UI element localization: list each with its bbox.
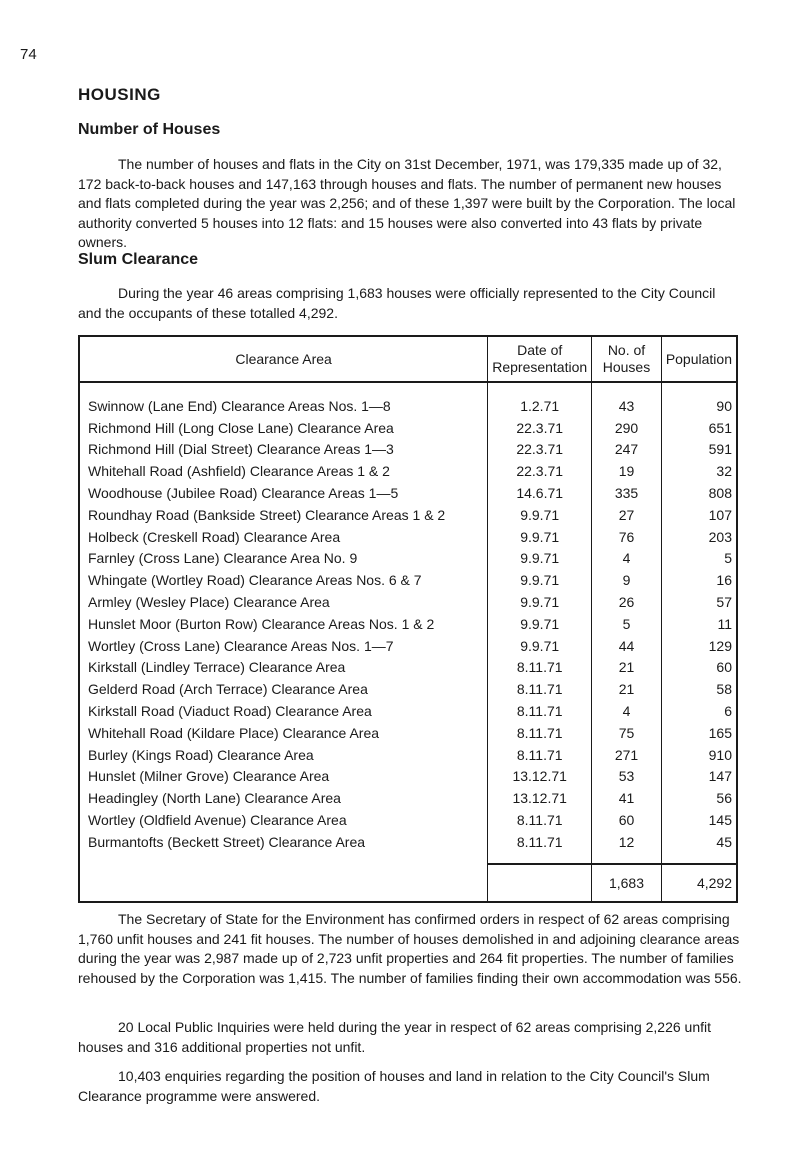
cell-date: 14.6.71 xyxy=(488,482,592,504)
table-row xyxy=(79,766,737,788)
cell-clearance-area: Richmond Hill (Long Close Lane) Clearance Area xyxy=(88,419,394,436)
cell-clearance-area: Wortley (Oldfield Avenue) Clearance Area xyxy=(88,812,347,829)
table-row xyxy=(79,787,737,809)
clearance-areas-table xyxy=(78,335,738,903)
cell-houses: 335 xyxy=(592,482,662,504)
cell-clearance-area: Richmond Hill (Dial Street) Clearance Areas 1—3 xyxy=(88,441,394,458)
cell-population: 165 xyxy=(661,722,737,744)
section-title-slum-clearance: Slum Clearance xyxy=(78,251,199,268)
table-header-row xyxy=(79,336,737,382)
public-inquiries-paragraph: 20 Local Public Inquiries were held during the year in respect of 62 areas comprising 2,226 unfit houses and 316 additional properties not unfit. xyxy=(78,1019,712,1055)
slum-clearance-paragraph: During the year 46 areas comprising 1,683 houses were officially represented to the City Council and the occupants of these totalled 4,292. xyxy=(78,285,716,321)
cell-population: 6 xyxy=(661,700,737,722)
cell-clearance-area: Headingley (North Lane) Clearance Area xyxy=(88,790,341,807)
cell-houses: 27 xyxy=(592,504,662,526)
cell-clearance-area: Burley (Kings Road) Clearance Area xyxy=(88,746,314,763)
cell-date: 8.11.71 xyxy=(488,722,592,744)
cell-clearance-area: Burmantofts (Beckett Street) Clearance Area xyxy=(88,833,366,850)
cell-houses: 5 xyxy=(592,613,662,635)
table-row xyxy=(79,548,737,570)
cell-population: 57 xyxy=(661,591,737,613)
cell-population: 107 xyxy=(661,504,737,526)
table-row xyxy=(79,700,737,722)
cell-clearance-area: Kirkstall Road (Viaduct Road) Clearance Area xyxy=(88,703,372,720)
totals-date-blank xyxy=(488,864,592,902)
cell-clearance-area: Swinnow (Lane End) Clearance Areas Nos. 1—8 xyxy=(88,397,391,414)
cell-houses: 41 xyxy=(592,787,662,809)
cell-clearance-area: Armley (Wesley Place) Clearance Area xyxy=(88,594,330,611)
cell-houses: 9 xyxy=(592,569,662,591)
cell-population: 808 xyxy=(661,482,737,504)
cell-date: 22.3.71 xyxy=(488,460,592,482)
cell-population: 203 xyxy=(661,526,737,548)
cell-date: 22.3.71 xyxy=(488,439,592,461)
table-row xyxy=(79,809,737,831)
cell-clearance-area: Roundhay Road (Bankside Street) Clearance Areas 1 & 2 xyxy=(88,506,446,523)
confirmed-orders-paragraph: The Secretary of State for the Environment has confirmed orders in respect of 62 areas comprising 1,760 unfit houses and 241 fit houses. The number of houses demolished in and adjoining clearance areas during the year was 2,987 made up of 2,723 unfit properties and 264 fit properties. The number of families rehoused by the Corporation was 1,415. The number of families finding their own accommodation was 556. xyxy=(78,911,742,986)
cell-date: 9.9.71 xyxy=(488,591,592,613)
cell-population: 129 xyxy=(661,635,737,657)
table-row xyxy=(79,744,737,766)
table-row xyxy=(79,482,737,504)
cell-date: 8.11.71 xyxy=(488,657,592,679)
cell-houses: 271 xyxy=(592,744,662,766)
cell-date: 9.9.71 xyxy=(488,504,592,526)
cell-date: 8.11.71 xyxy=(488,678,592,700)
cell-houses: 76 xyxy=(592,526,662,548)
cell-date: 9.9.71 xyxy=(488,548,592,570)
cell-population: 56 xyxy=(661,787,737,809)
number-of-houses-paragraph: The number of houses and flats in the City on 31st December, 1971, was 179,335 made up of 32, 172 back-to-back houses and 147,163 through houses and flats. The number of permanent new houses and flats completed during the year was 2,256; and of these 1,397 were built by the Corporation. The local authority converted 5 houses into 12 flats: and 15 houses were also converted into 43 flats by private owners. xyxy=(78,156,736,250)
cell-houses: 75 xyxy=(592,722,662,744)
header-clearance-area: Clearance Area xyxy=(79,336,488,382)
cell-population: 910 xyxy=(661,744,737,766)
table-row xyxy=(79,678,737,700)
cell-clearance-area: Hunslet (Milner Grove) Clearance Area xyxy=(88,768,330,785)
cell-clearance-area: Farnley (Cross Lane) Clearance Area No. 9 xyxy=(88,550,358,567)
table-row xyxy=(79,504,737,526)
table-row xyxy=(79,613,737,635)
table-row xyxy=(79,526,737,548)
header-date-of-representation: Date of Representation xyxy=(488,336,592,382)
cell-houses: 247 xyxy=(592,439,662,461)
cell-date: 13.12.71 xyxy=(488,787,592,809)
cell-date: 13.12.71 xyxy=(488,766,592,788)
cell-houses: 4 xyxy=(592,700,662,722)
total-houses: 1,683 xyxy=(592,864,662,902)
cell-houses: 26 xyxy=(592,591,662,613)
cell-houses: 53 xyxy=(592,766,662,788)
cell-houses: 44 xyxy=(592,635,662,657)
table-row xyxy=(79,395,737,417)
page-number: 74 xyxy=(20,46,37,63)
table-row xyxy=(79,569,737,591)
cell-population: 58 xyxy=(661,678,737,700)
table-row xyxy=(79,831,737,853)
cell-date: 1.2.71 xyxy=(488,395,592,417)
table-row xyxy=(79,460,737,482)
table-row xyxy=(79,591,737,613)
cell-population: 60 xyxy=(661,657,737,679)
cell-population: 11 xyxy=(661,613,737,635)
cell-clearance-area: Holbeck (Creskell Road) Clearance Area xyxy=(88,528,341,545)
cell-houses: 19 xyxy=(592,460,662,482)
cell-population: 145 xyxy=(661,809,737,831)
cell-population: 651 xyxy=(661,417,737,439)
cell-population: 5 xyxy=(661,548,737,570)
cell-population: 90 xyxy=(661,395,737,417)
cell-houses: 21 xyxy=(592,678,662,700)
cell-clearance-area: Wortley (Cross Lane) Clearance Areas Nos. 1—7 xyxy=(88,637,394,654)
totals-blank xyxy=(79,864,488,902)
total-population: 4,292 xyxy=(661,864,737,902)
cell-population: 45 xyxy=(661,831,737,853)
cell-date: 8.11.71 xyxy=(488,831,592,853)
cell-date: 9.9.71 xyxy=(488,635,592,657)
cell-houses: 21 xyxy=(592,657,662,679)
cell-clearance-area: Hunslet Moor (Burton Row) Clearance Areas Nos. 1 & 2 xyxy=(88,615,435,632)
cell-date: 9.9.71 xyxy=(488,613,592,635)
cell-date: 22.3.71 xyxy=(488,417,592,439)
cell-population: 16 xyxy=(661,569,737,591)
cell-population: 147 xyxy=(661,766,737,788)
cell-clearance-area: Whingate (Wortley Road) Clearance Areas Nos. 6 & 7 xyxy=(88,572,422,589)
cell-houses: 12 xyxy=(592,831,662,853)
cell-houses: 4 xyxy=(592,548,662,570)
cell-date: 8.11.71 xyxy=(488,809,592,831)
table-row xyxy=(79,635,737,657)
cell-date: 8.11.71 xyxy=(488,700,592,722)
cell-clearance-area: Kirkstall (Lindley Terrace) Clearance Area xyxy=(88,659,346,676)
cell-population: 591 xyxy=(661,439,737,461)
table-row xyxy=(79,657,737,679)
table-totals-row xyxy=(79,864,737,902)
table-row xyxy=(79,417,737,439)
cell-clearance-area: Whitehall Road (Kildare Place) Clearance Area xyxy=(88,724,380,741)
section-title-number-of-houses: Number of Houses xyxy=(78,121,221,138)
cell-clearance-area: Whitehall Road (Ashfield) Clearance Areas 1 & 2 xyxy=(88,463,390,480)
cell-clearance-area: Gelderd Road (Arch Terrace) Clearance Area xyxy=(88,681,368,698)
cell-population: 32 xyxy=(661,460,737,482)
cell-houses: 290 xyxy=(592,417,662,439)
enquiries-paragraph: 10,403 enquiries regarding the position of houses and land in relation to the City Council's Slum Clearance programme were answered. xyxy=(78,1068,710,1104)
table-row xyxy=(79,439,737,461)
cell-clearance-area: Woodhouse (Jubilee Road) Clearance Areas 1—5 xyxy=(88,485,399,502)
header-population: Population xyxy=(661,336,737,382)
page-heading: HOUSING xyxy=(78,85,161,104)
header-no-of-houses: No. of Houses xyxy=(592,336,662,382)
cell-houses: 43 xyxy=(592,395,662,417)
cell-date: 9.9.71 xyxy=(488,569,592,591)
cell-date: 8.11.71 xyxy=(488,744,592,766)
cell-date: 9.9.71 xyxy=(488,526,592,548)
table-row xyxy=(79,722,737,744)
cell-houses: 60 xyxy=(592,809,662,831)
